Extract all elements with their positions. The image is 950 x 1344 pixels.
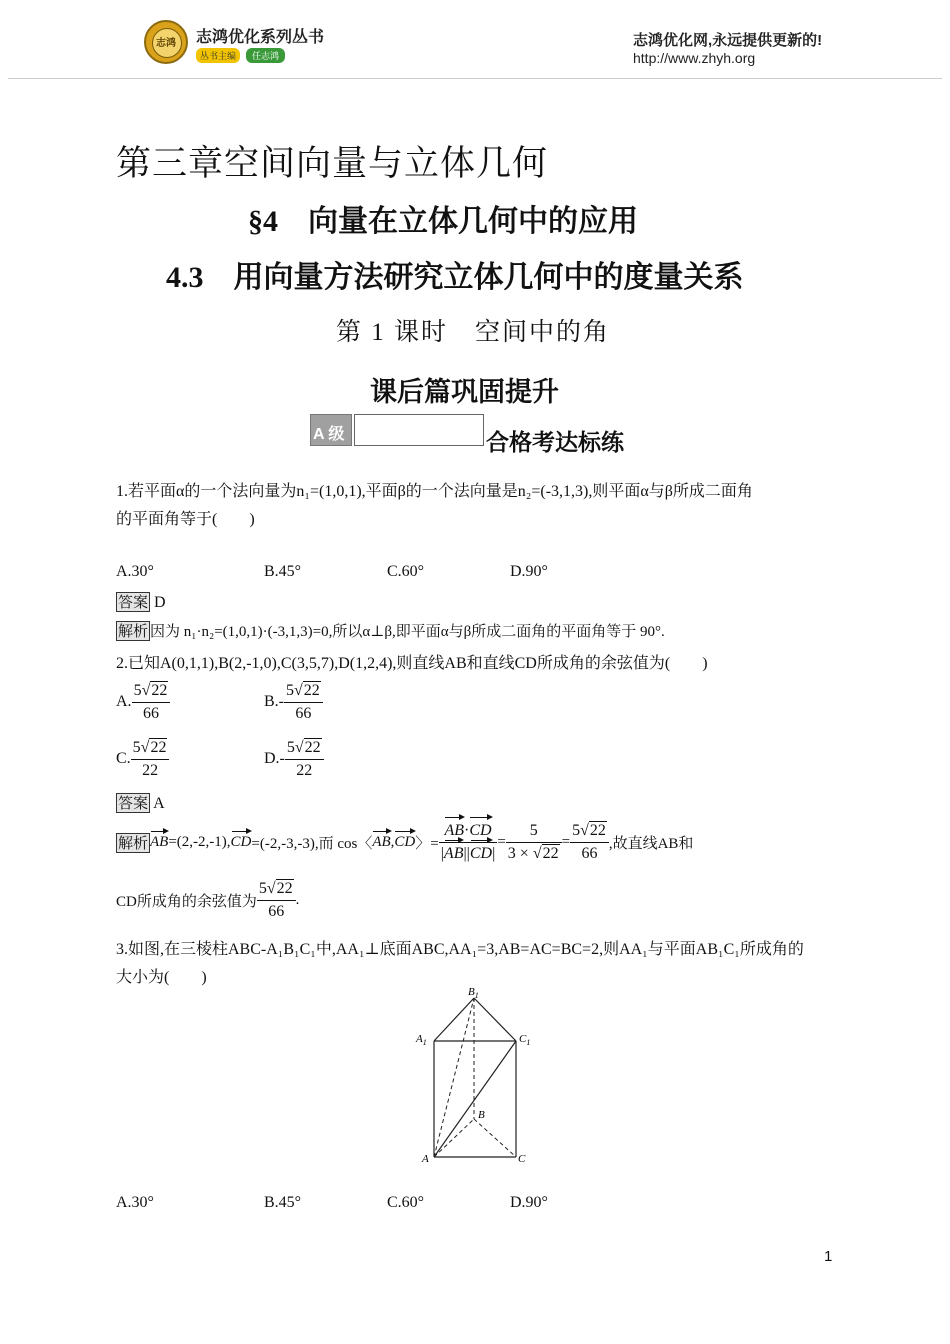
- q2-option-d[interactable]: [264, 737, 324, 782]
- radicand: 22: [304, 739, 321, 756]
- radicand: 22: [276, 880, 293, 897]
- section-title: §4 向量在立体几何中的应用: [248, 205, 638, 238]
- segment-a-b1: [434, 998, 474, 1157]
- chapter-title: 第三章空间向量与立体几何: [116, 144, 549, 184]
- q1-answer-row: [116, 592, 166, 612]
- period: .: [295, 892, 300, 908]
- brand-editor: 任志鸿: [246, 48, 285, 63]
- fraction: $\frac{5√22}{66}$: [284, 680, 323, 725]
- label-b: B: [478, 1109, 485, 1121]
- q2-option-a[interactable]: [116, 680, 170, 725]
- q3-option-a[interactable]: A.30°: [116, 1194, 154, 1211]
- q1-option-a[interactable]: A.30°: [116, 563, 154, 580]
- label-c1: $C_1$: [519, 1033, 531, 1047]
- option-letter: D.-: [264, 750, 285, 768]
- coef: 5: [133, 682, 142, 699]
- denominator: 66: [295, 705, 312, 722]
- logo-text: 志鸿: [156, 38, 176, 49]
- logo-emblem: [144, 20, 188, 64]
- q1-analysis-row: [116, 620, 665, 641]
- level-badge-text: A 级: [313, 426, 345, 443]
- level-badge-box: [354, 414, 484, 446]
- ab-value: =(2,-2,-1),: [168, 834, 231, 850]
- q1-stem: 1.若平面α的一个法向量为n₁=(1,0,1),平面β的一个法向量是n₂=(-3,1,3),则平面α与β所成二面角: [116, 483, 753, 500]
- page-number: 1: [824, 1248, 833, 1265]
- q2-option-c[interactable]: [116, 737, 169, 782]
- q2-analysis-line2: [116, 878, 299, 923]
- label-a: A: [422, 1153, 429, 1165]
- comma: ,: [390, 834, 395, 850]
- header-slogan: 志鸿优化网,永远提供更新的!: [633, 32, 823, 49]
- edge-a1-b1: [434, 998, 474, 1041]
- subsection-title: 4.3 用向量方法研究立体几何中的度量关系: [166, 261, 744, 294]
- label-c: C: [518, 1153, 526, 1165]
- edge-a-b: [434, 1119, 474, 1157]
- level-badge: [310, 414, 352, 446]
- coef: 5: [572, 822, 581, 839]
- q2-analysis-row: [116, 820, 693, 865]
- edge-b-c: [474, 1119, 516, 1157]
- value-fraction: $\frac{5}{3 \times √22}$: [506, 820, 562, 865]
- equals: =: [561, 834, 571, 850]
- denominator: 66: [268, 903, 285, 920]
- brand-sub-label: 丛书主编: [196, 48, 240, 63]
- coef: 5: [258, 880, 267, 897]
- answer-tag: 答案: [118, 794, 149, 812]
- vector-ab: AB: [444, 843, 464, 865]
- abs-bar: ||: [463, 845, 470, 862]
- analysis-line2-head: CD所成角的余弦值为: [116, 894, 257, 910]
- vector-cd: CD: [469, 820, 491, 842]
- q2-stem: 2.已知A(0,1,1),B(2,-1,0),C(3,5,7),D(1,2,4),则直线AB和直线CD所成角的余弦值为( ): [116, 655, 708, 672]
- q2-option-b[interactable]: [264, 680, 323, 725]
- q3-option-d[interactable]: D.90°: [510, 1194, 548, 1211]
- analysis-tag: 解析: [118, 622, 149, 640]
- header-divider: [8, 78, 942, 79]
- analysis-tail: ,故直线AB和: [608, 836, 694, 852]
- label-a1: $A_1$: [416, 1033, 427, 1047]
- cd-value: =(-2,-3,-3),而 cos〈: [251, 836, 373, 852]
- radicand: 22: [151, 682, 168, 699]
- equals: =: [497, 834, 506, 850]
- three-times: 3 ×: [507, 845, 533, 862]
- q2-answer: A: [153, 795, 165, 812]
- answer-tag: 答案: [118, 593, 149, 611]
- result-fraction: $\frac{5√22}{66}$: [570, 820, 609, 865]
- abs-bar: |: [492, 845, 496, 862]
- q3-stem: 3.如图,在三棱柱ABC-A₁B₁C₁中,AA₁⊥底面ABC,AA₁=3,AB=AC=BC=2,则AA₁与平面AB₁C₁所成角的: [116, 941, 804, 958]
- lesson-title: 第 1 课时 空间中的角: [336, 319, 611, 346]
- q2-answer-row: [116, 793, 165, 813]
- coef: 5: [286, 739, 295, 756]
- radicand: 22: [589, 822, 606, 839]
- option-letter: C.: [116, 750, 131, 768]
- vector-ab: AB: [444, 820, 464, 842]
- q1-answer: D: [154, 594, 166, 611]
- vector-cd: CD: [470, 843, 492, 865]
- result-fraction: $\frac{5√22}{66}$: [257, 878, 296, 923]
- denominator: 22: [296, 762, 313, 779]
- denominator: 22: [142, 762, 159, 779]
- vector-cd: CD: [230, 834, 252, 850]
- fraction: $\frac{5√22}{22}$: [285, 737, 324, 782]
- brand-title: 志鸿优化系列丛书: [196, 29, 325, 46]
- coef: 5: [286, 682, 294, 699]
- angle-close: 〉=: [415, 836, 439, 852]
- coef: 5: [132, 739, 141, 756]
- radicand: 22: [542, 845, 559, 862]
- practice-title: 课后篇巩固提升: [370, 377, 559, 408]
- segment-a-c1: [434, 1041, 516, 1157]
- radicand: 22: [150, 739, 167, 756]
- level-title: 合格考达标练: [486, 430, 624, 456]
- vector-cd: CD: [394, 834, 416, 850]
- vector-ab: AB: [372, 834, 391, 850]
- numerator: 5: [506, 820, 562, 843]
- q1-analysis: 因为 n₁·n₂=(1,0,1)·(-3,1,3)=0,所以α⊥β,即平面α与β所成二面角的平面角等于 90°.: [150, 624, 665, 640]
- fraction: $\frac{5√22}{22}$: [131, 737, 170, 782]
- fraction: $\frac{5√22}{66}$: [132, 680, 171, 725]
- option-letter: A.: [116, 693, 132, 711]
- abs-bar: |: [440, 845, 444, 862]
- edge-b1-c1: [474, 998, 516, 1041]
- q1-option-b[interactable]: B.45°: [264, 563, 302, 580]
- label-b1: $B_1$: [468, 986, 479, 1000]
- q3-option-c[interactable]: C.60°: [387, 1194, 425, 1211]
- analysis-tag: 解析: [118, 833, 149, 852]
- dot: ·: [464, 822, 470, 839]
- radicand: 22: [303, 682, 320, 699]
- cos-fraction: [439, 820, 498, 865]
- q3-stem-cont: 大小为( ): [116, 969, 207, 986]
- prism-figure: [410, 984, 540, 1170]
- header-url[interactable]: http://www.zhyh.org: [633, 50, 756, 66]
- q3-option-b[interactable]: B.45°: [264, 1194, 302, 1211]
- option-letter: B.-: [264, 693, 284, 711]
- q1-option-c[interactable]: C.60°: [387, 563, 425, 580]
- denominator: 66: [142, 705, 159, 722]
- q1-stem-cont: 的平面角等于( ): [116, 511, 255, 528]
- vector-ab: AB: [150, 834, 169, 850]
- denominator: 66: [581, 845, 598, 862]
- q1-option-d[interactable]: D.90°: [510, 563, 548, 580]
